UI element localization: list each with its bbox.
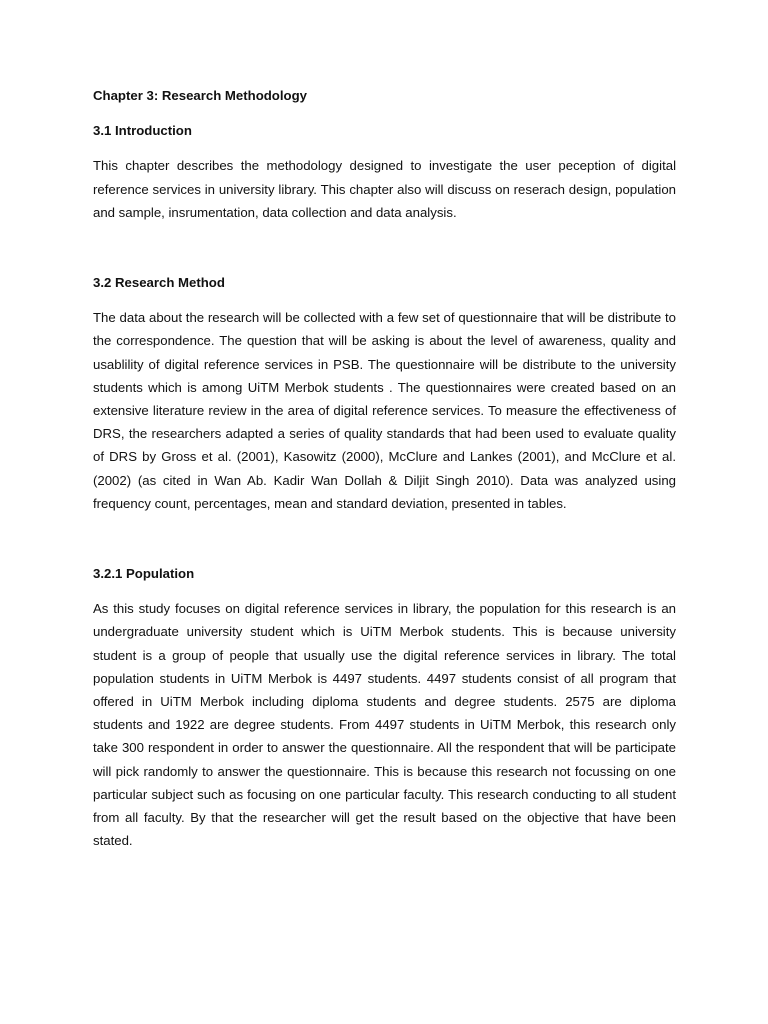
section-heading-population: 3.2.1 Population [93,566,195,582]
document-page [93,84,676,852]
population-paragraph: As this study focuses on digital reference services in library, the population for this research is an undergraduate university student which is UiTM Merbok students. This is because university student is a group of people that usually use the digital reference services in library. The total population students in UiTM Merbok is 4497 students. 4497 students consist of all program that offered in UiTM Merbok including diploma students and degree students. 2575 are diploma students and 1922 are degree students. From 4497 students in UiTM Merbok, this research only take 300 respondent in order to answer the questionnaire. All the respondent that will be participate will pick randomly to answer the questionnaire. This is because this research not focussing on one particular subject such as focusing on one particular faculty. This research conducting to all student from all faculty. By that the researcher will get the result based on the objective that have been stated. [93,601,676,849]
research-method-paragraph: The data about the research will be collected with a few set of questionnaire that will be distribute to the correspondence. The question that will be asking is about the level of awareness, quality and usablility of digital reference services in PSB. The questionnaire will be distribute to the university students which is among UiTM Merbok students . The questionnaires were created based on an extensive literature review in the area of digital reference services. To measure the effectiveness of DRS, the researchers adapted a series of quality standards that had been used to evaluate quality of DRS by Gross et al. (2001), Kasowitz (2000), McClure and Lankes (2001), and McClure et al. (2002) (as cited in Wan Ab. Kadir Wan Dollah & Diljit Singh 2010). Data was analyzed using frequency count, percentages, mean and standard deviation, presented in tables. [93,310,676,511]
section-heading-research-method: 3.2 Research Method [93,275,225,291]
introduction-paragraph: This chapter describes the methodology designed to investigate the user peception of digital reference services in university library. This chapter also will discuss on reserach design, population and sample, insrumentation, data collection and data analysis. [93,158,676,220]
section-heading-introduction: 3.1 Introduction [93,123,192,139]
chapter-title: Chapter 3: Research Methodology [93,88,307,103]
